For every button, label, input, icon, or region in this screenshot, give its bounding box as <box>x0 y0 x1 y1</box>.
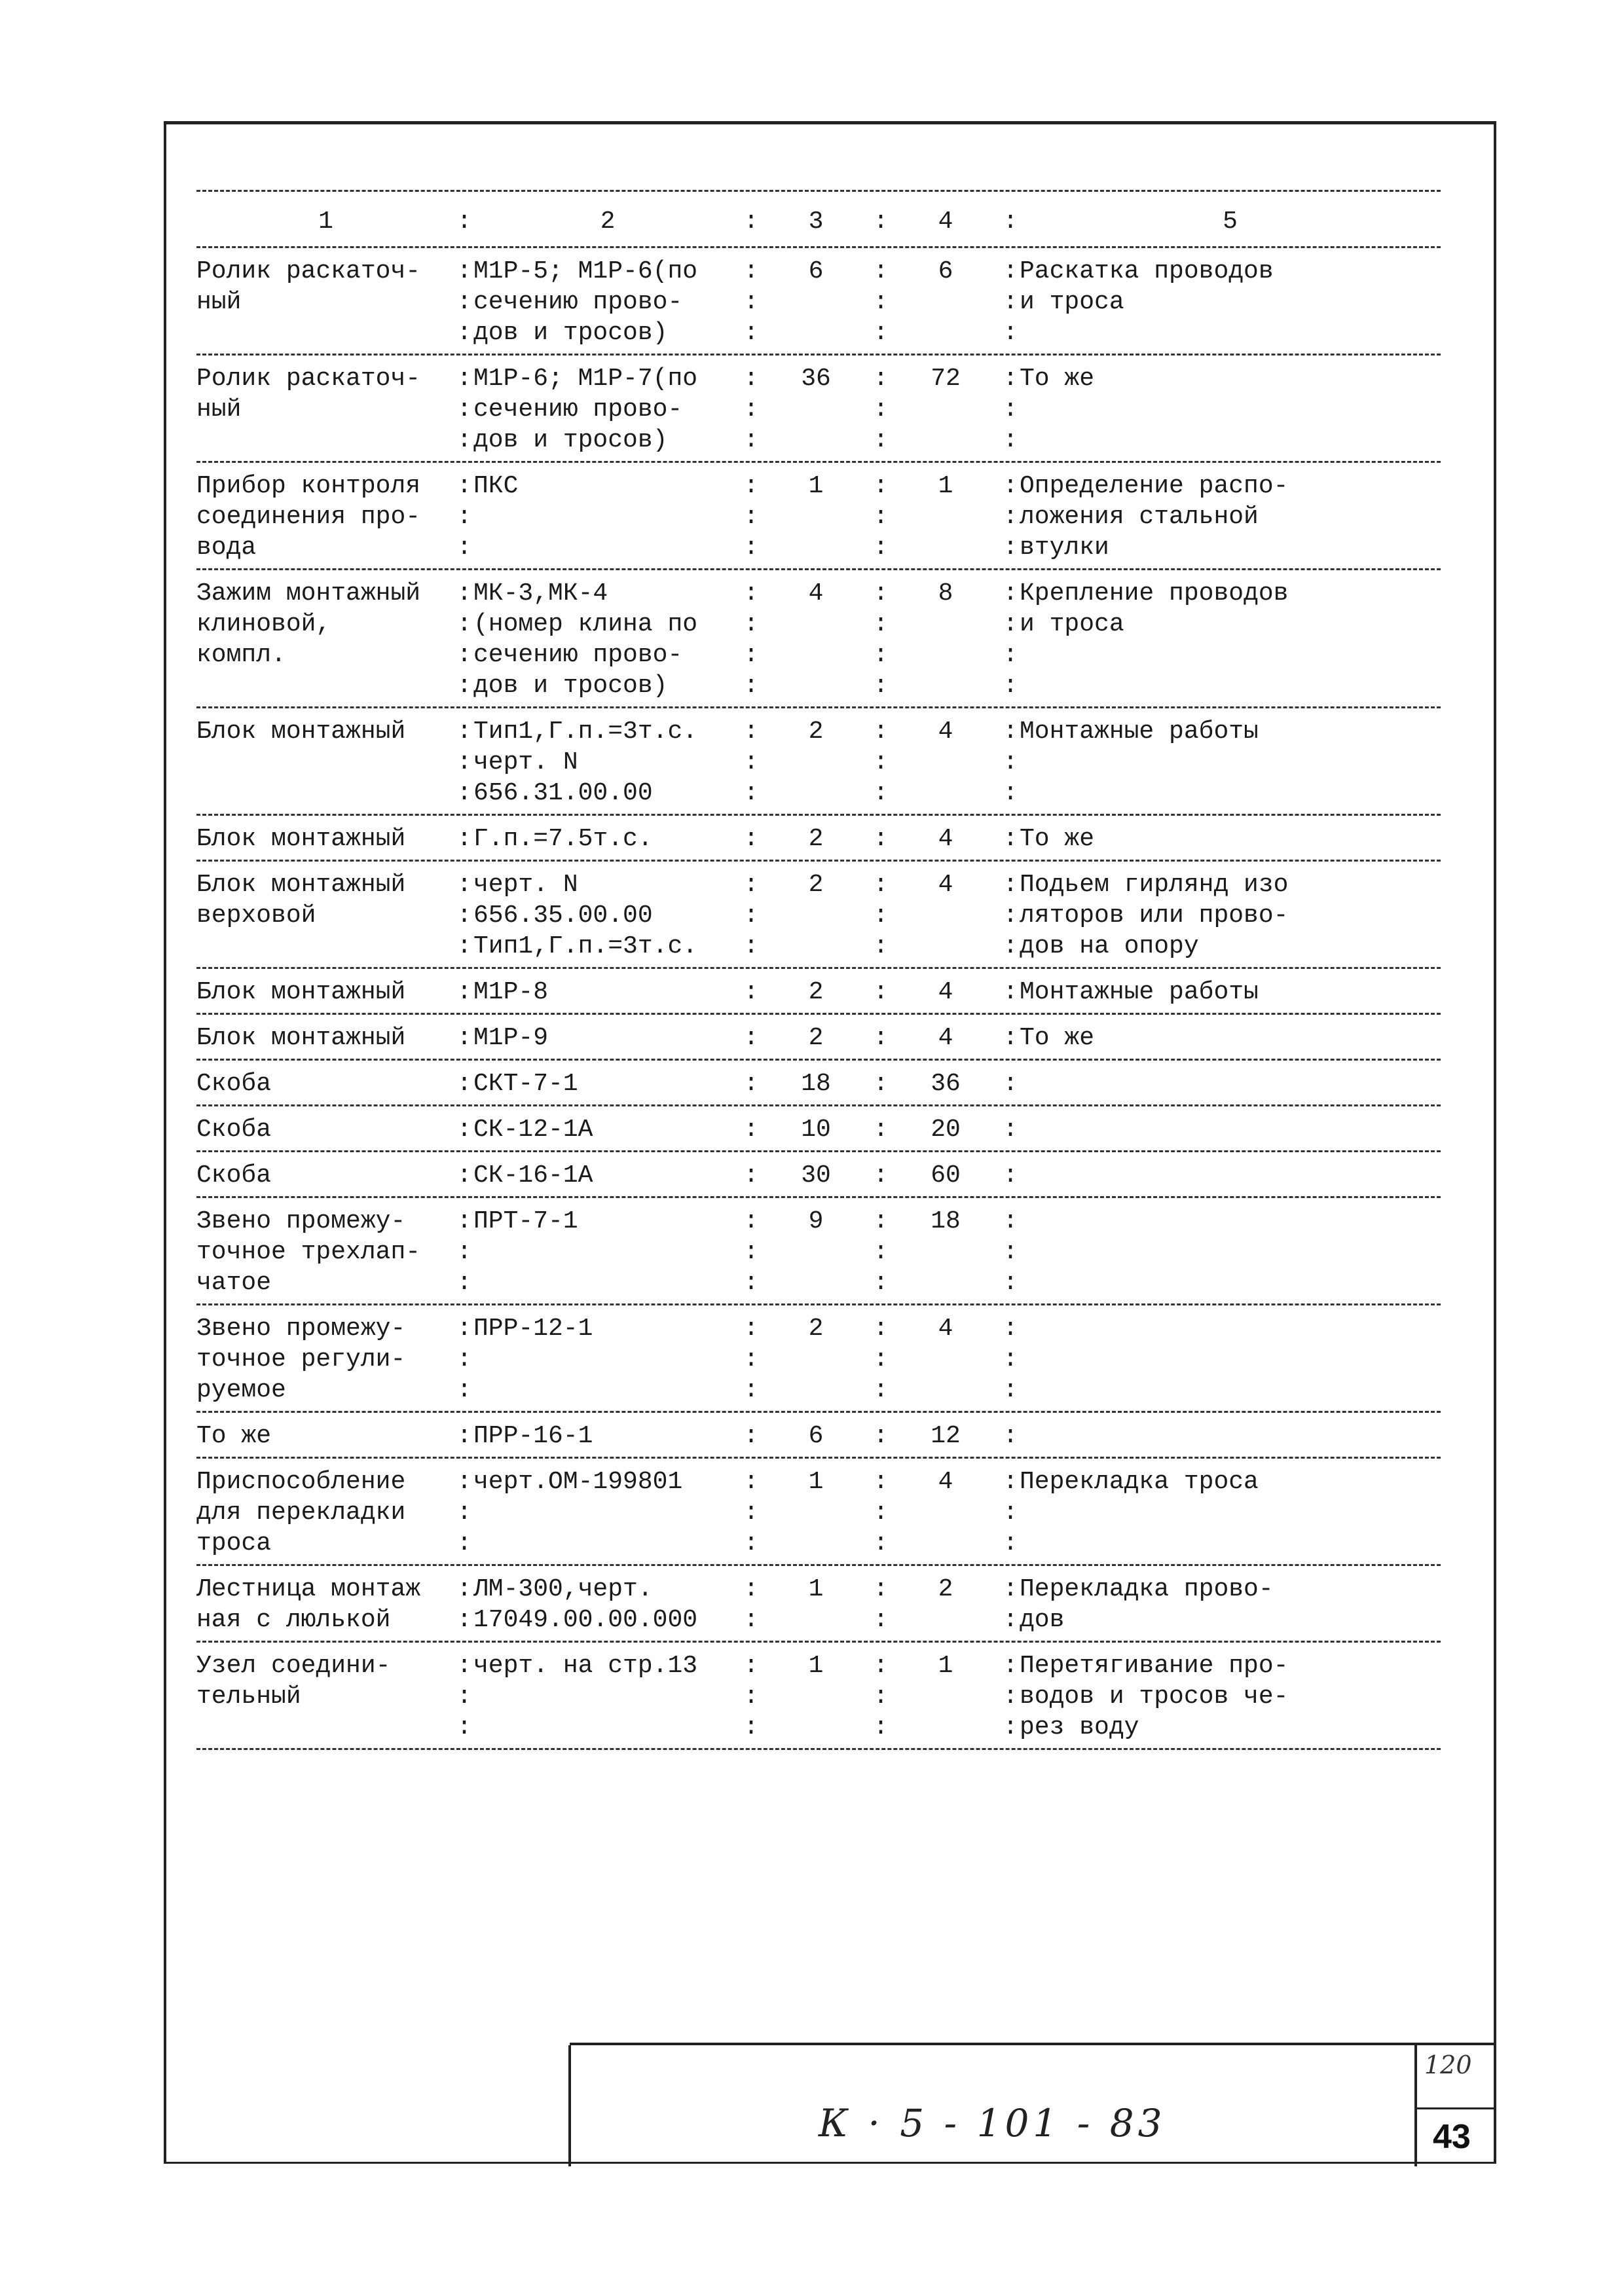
equipment-table <box>196 190 1441 1750</box>
item-type: ПРР-16-1 <box>473 1422 593 1450</box>
item-qty-per-set: 6 <box>808 1422 824 1450</box>
item-qty-total: 4 <box>938 1468 953 1496</box>
item-qty-total: 60 <box>931 1161 961 1190</box>
item-type: СК-16-1А <box>473 1161 593 1190</box>
table-row: Лестница монтаж ная с люлькой : : ЛМ-300,черт. 17049.00.00.000 : : 1 : : 2 : : Перекладка прово- дов <box>196 1566 1441 1641</box>
item-name: Блок монтажный <box>196 718 406 746</box>
item-type: Г.п.=7.5т.с. <box>473 825 653 853</box>
item-purpose <box>1020 1421 1441 1451</box>
item-name: Скоба <box>196 1070 272 1098</box>
item-type: СКТ-7-1 <box>473 1070 578 1098</box>
header-col-4: 4 <box>938 208 953 236</box>
table-row: То же : ПРР-16-1 : 6 : 12 : <box>196 1413 1441 1457</box>
item-type: ЛМ-300,черт. 17049.00.00.000 <box>473 1575 698 1634</box>
item-qty-per-set: 1 <box>808 1575 824 1603</box>
item-purpose: Перетягивание про- водов и тросов че- рез воду <box>1020 1652 1289 1741</box>
item-qty-per-set: 2 <box>808 1024 824 1052</box>
item-qty-total: 12 <box>931 1422 961 1450</box>
item-purpose: Монтажные работы <box>1020 718 1259 746</box>
table-row: Скоба : СК-16-1А : 30 : 60 : <box>196 1152 1441 1196</box>
item-qty-per-set: 2 <box>808 1315 824 1343</box>
table-row: Блок монтажный : : : Тип1,Г.п.=3т.с. черт. N 656.31.00.00 : : : 2 : : : 4 : : : Монтажные работы <box>196 708 1441 814</box>
item-purpose <box>1020 1114 1441 1145</box>
item-name: Блок монтажный <box>196 825 406 853</box>
item-qty-total: 4 <box>938 825 953 853</box>
page-number: 43 <box>1433 2118 1471 2156</box>
item-purpose <box>1020 1206 1441 1298</box>
item-purpose <box>1020 1313 1441 1406</box>
item-qty-total: 8 <box>938 579 953 608</box>
item-qty-total: 36 <box>931 1070 961 1098</box>
item-qty-per-set: 10 <box>801 1116 831 1144</box>
item-type: черт.ОМ-199801 <box>473 1468 683 1496</box>
item-type: черт. на стр.13 <box>473 1652 698 1680</box>
item-purpose: То же <box>1020 825 1095 853</box>
item-name: Звено промежу- точное регули- руемое <box>196 1315 406 1404</box>
item-qty-total: 72 <box>931 365 961 393</box>
item-qty-total: 6 <box>938 257 953 285</box>
item-purpose: Подьем гирлянд изо ляторов или прово- дов на опору <box>1020 871 1289 960</box>
item-purpose: То же <box>1020 365 1095 393</box>
header-col-3: 3 <box>808 208 824 236</box>
item-name: Скоба <box>196 1161 272 1190</box>
item-type: СК-12-1А <box>473 1116 593 1144</box>
item-qty-total: 20 <box>931 1116 961 1144</box>
header-col-5: 5 <box>1223 208 1238 236</box>
item-qty-total: 4 <box>938 871 953 899</box>
item-name: Скоба <box>196 1116 272 1144</box>
table-row: Приспособление для перекладки троса : : : черт.ОМ-199801 : : : 1 : : : 4 : : : Перекладка троса <box>196 1459 1441 1564</box>
item-purpose <box>1020 1160 1441 1191</box>
item-type: М1Р-9 <box>473 1024 549 1052</box>
item-name: Блок монтажный верховой <box>196 871 406 930</box>
item-type: М1Р-5; М1Р-6(по сечению прово- дов и тросов) <box>473 257 698 347</box>
item-qty-per-set: 36 <box>801 365 831 393</box>
item-type: ПРТ-7-1 <box>473 1207 578 1235</box>
item-qty-total: 2 <box>938 1575 953 1603</box>
item-purpose: Перекладка прово- дов <box>1020 1575 1274 1634</box>
table-header: 1 : 2 : 3 : 4 : 5 <box>196 192 1441 246</box>
table-row: Узел соедини- тельный : : : черт. на стр.13 : : : 1 : : : 1 : : : Перетягивание про- водов и тросов че- рез воду <box>196 1643 1441 1748</box>
item-qty-per-set: 30 <box>801 1161 831 1190</box>
item-name: Зажим монтажный клиновой, компл. <box>196 579 421 669</box>
header-col-1: 1 <box>318 208 333 236</box>
item-qty-per-set: 18 <box>801 1070 831 1098</box>
item-name: Блок монтажный <box>196 978 406 1006</box>
item-name: Лестница монтаж ная с люлькой <box>196 1575 421 1634</box>
item-qty-per-set: 1 <box>808 1652 824 1680</box>
item-type: Тип1,Г.п.=3т.с. черт. N 656.31.00.00 <box>473 718 698 807</box>
item-name: Узел соедини- тельный <box>196 1652 391 1711</box>
item-name: Прибор контроля соединения про- вода <box>196 472 421 562</box>
item-name: Ролик раскаточ- ный <box>196 257 421 316</box>
document-code: К · 5 - 101 - 83 <box>819 2101 1166 2145</box>
item-qty-total: 4 <box>938 978 953 1006</box>
header-col-2: 2 <box>600 208 616 236</box>
table-row: Ролик раскаточ- ный : : : М1Р-6; М1Р-7(по сечению прово- дов и тросов) : : : 36 : : : 72 : : : То же <box>196 355 1441 461</box>
table-body <box>196 248 1441 1750</box>
item-purpose: Раскатка проводов и троса <box>1020 257 1274 316</box>
table-row: Прибор контроля соединения про- вода : : : ПКС : : : 1 : : : 1 : : : Определение распо- ложения стальной втулки <box>196 463 1441 568</box>
item-type: М1Р-8 <box>473 978 549 1006</box>
item-purpose <box>1020 1068 1441 1099</box>
item-qty-per-set: 4 <box>808 579 824 608</box>
item-name: Приспособление для перекладки троса <box>196 1468 406 1558</box>
item-qty-total: 1 <box>938 472 953 500</box>
item-qty-total: 18 <box>931 1207 961 1235</box>
item-type: МК-3,МК-4 (номер клина по сечению прово- дов и тросов) <box>473 579 698 700</box>
table-row: Блок монтажный : М1Р-8 : 2 : 4 : Монтажные работы <box>196 969 1441 1013</box>
item-type: М1Р-6; М1Р-7(по сечению прово- дов и тросов) <box>473 365 698 454</box>
table-row: Скоба : СК-12-1А : 10 : 20 : <box>196 1106 1441 1150</box>
title-block <box>570 2043 1496 2166</box>
item-purpose: Монтажные работы <box>1020 978 1259 1006</box>
table-row: Блок монтажный верховой : : : черт. N 656.35.00.00 Тип1,Г.п.=3т.с. : : : 2 : : : 4 : : : Подьем гирлянд изо ляторов или прово- дов на опору <box>196 862 1441 967</box>
item-qty-total: 4 <box>938 718 953 746</box>
item-qty-per-set: 1 <box>808 472 824 500</box>
item-name: Ролик раскаточ- ный <box>196 365 421 424</box>
item-qty-per-set: 9 <box>808 1207 824 1235</box>
item-purpose: Перекладка троса <box>1020 1468 1259 1496</box>
item-type: ПКС <box>473 472 519 500</box>
item-type: черт. N 656.35.00.00 Тип1,Г.п.=3т.с. <box>473 871 698 960</box>
item-qty-per-set: 2 <box>808 871 824 899</box>
table-row: Скоба : СКТ-7-1 : 18 : 36 : <box>196 1061 1441 1104</box>
item-purpose: То же <box>1020 1024 1095 1052</box>
item-qty-total: 1 <box>938 1652 953 1680</box>
item-qty-per-set: 2 <box>808 825 824 853</box>
handwritten-mark: 120 <box>1424 2050 1472 2079</box>
table-row: Звено промежу- точное регули- руемое : : : ПРР-12-1 : : : 2 : : : 4 : : : <box>196 1305 1441 1411</box>
item-qty-per-set: 1 <box>808 1468 824 1496</box>
table-row: Блок монтажный : Г.п.=7.5т.с. : 2 : 4 : То же <box>196 816 1441 860</box>
item-purpose: Крепление проводов и троса <box>1020 579 1289 638</box>
table-row: Блок монтажный : М1Р-9 : 2 : 4 : То же <box>196 1015 1441 1059</box>
item-qty-per-set: 2 <box>808 718 824 746</box>
item-qty-total: 4 <box>938 1024 953 1052</box>
table-row: Ролик раскаточ- ный : : : М1Р-5; М1Р-6(по сечению прово- дов и тросов) : : : 6 : : : 6 : : : Раскатка проводов и троса <box>196 248 1441 354</box>
item-name: Блок монтажный <box>196 1024 406 1052</box>
item-qty-total: 4 <box>938 1315 953 1343</box>
item-name: То же <box>196 1422 272 1450</box>
item-qty-per-set: 6 <box>808 257 824 285</box>
item-type: ПРР-12-1 <box>473 1315 593 1343</box>
item-name: Звено промежу- точное трехлап- чатое <box>196 1207 421 1297</box>
table-rule <box>196 1748 1441 1750</box>
table-row: Звено промежу- точное трехлап- чатое : : : ПРТ-7-1 : : : 9 : : : 18 : : : <box>196 1198 1441 1303</box>
item-qty-per-set: 2 <box>808 978 824 1006</box>
table-row: Зажим монтажный клиновой, компл. : : : : МК-3,МК-4 (номер клина по сечению прово- дов и тросов) : : : : 4 : : : : 8 : : : : Крепление проводов и троса <box>196 570 1441 706</box>
item-purpose: Определение распо- ложения стальной втулки <box>1020 472 1289 562</box>
